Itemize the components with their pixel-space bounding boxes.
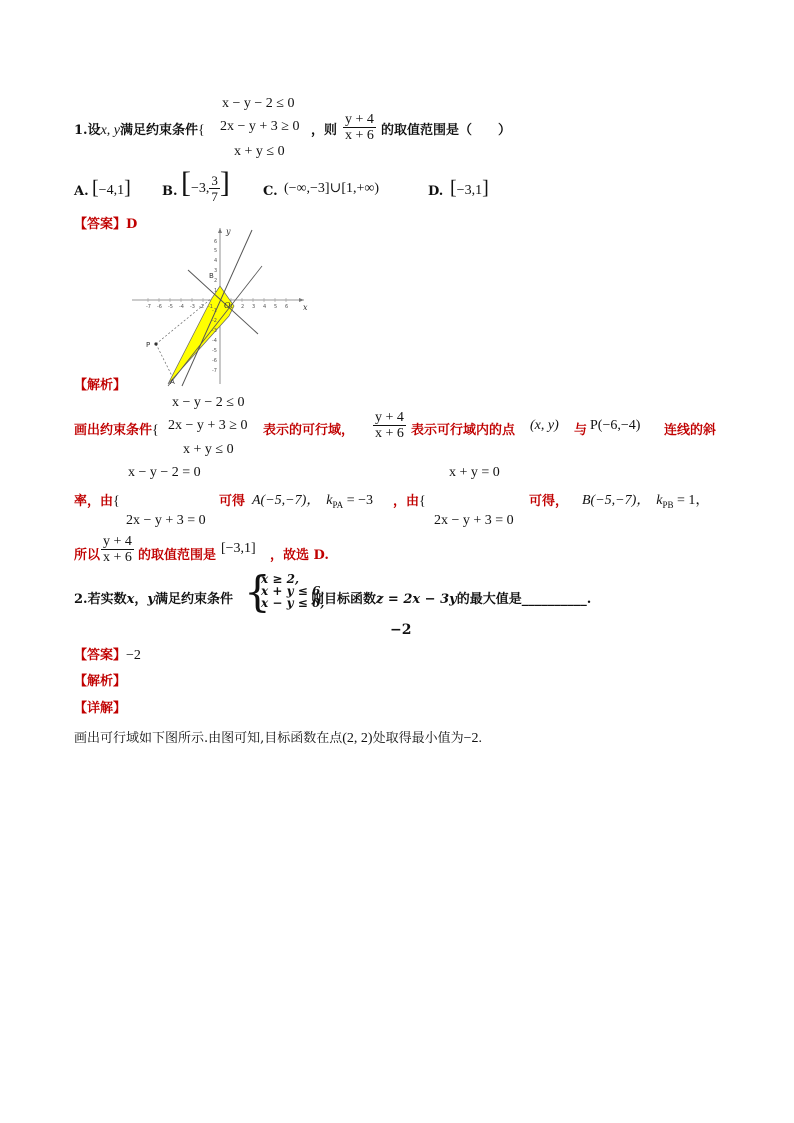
sol-line3-frac-num: y + 4 xyxy=(103,534,132,549)
q1-fraction xyxy=(343,112,376,143)
q1-option-b-num: 3 xyxy=(211,173,218,189)
q2-detail-mid: 处取得最小值为 xyxy=(372,731,464,746)
q2-constraint-1: x ≥ 2, xyxy=(261,572,300,586)
y-tick-label: 5 xyxy=(214,248,218,254)
q2-objective: z = 2x − 3y xyxy=(376,592,457,607)
sol-comma-you: ，由{ xyxy=(393,494,426,509)
q1-vars: x, y xyxy=(100,123,121,138)
y-tick-label: -7 xyxy=(212,368,217,374)
q2-answer-value: −2 xyxy=(126,648,141,663)
sol-frac-den: x + 6 xyxy=(375,426,404,441)
sol-line1-pre-text: 画出约束条件 xyxy=(74,423,153,438)
q2-stem xyxy=(74,588,233,607)
q1-text-ask: 的取值范围是（ ） xyxy=(381,123,512,138)
x-tick-label: 3 xyxy=(252,304,256,310)
q1-text-pre: 设 xyxy=(87,123,101,138)
sol-line2-pre-text: 率，由 xyxy=(74,494,114,509)
q2-brace: { xyxy=(244,567,271,616)
y-tick-label: 1 xyxy=(214,288,218,294)
q1-option-a: [−4,1] xyxy=(92,177,131,199)
sol-get2: 可得， xyxy=(529,494,569,509)
q2-end: . xyxy=(586,592,592,607)
q1-constraint-3: x + y ≤ 0 xyxy=(234,144,285,159)
q1-number: 1. xyxy=(74,123,88,138)
q2-detail-pre: 画出可行域如下图所示.由图可知,目标函数在点 xyxy=(74,731,343,746)
y-tick-label: -1 xyxy=(212,308,217,314)
q2-blank: __________ xyxy=(521,592,587,607)
x-tick-label: 1 xyxy=(230,304,234,310)
sol-line3-end: ，故选 D. xyxy=(270,548,329,563)
q1-answer xyxy=(74,213,137,232)
q1-option-d-letter: D. xyxy=(428,184,444,199)
sol-kpb-sub: PB xyxy=(662,499,674,510)
point-b-label: B xyxy=(209,272,214,280)
y-tick-label: 2 xyxy=(214,278,218,284)
y-axis-label: y xyxy=(226,227,231,236)
q2-analysis-label: 【解析】 xyxy=(74,674,127,689)
sys2-eq2: 2x − y + 3 = 0 xyxy=(434,513,514,528)
q1-text-then: ，则 xyxy=(311,123,338,138)
q1-feasible-region-graph xyxy=(132,226,312,388)
x-tick-label: -6 xyxy=(157,304,162,310)
point-p-label: P xyxy=(146,341,151,349)
q1-option-b-den: 7 xyxy=(211,189,218,205)
q1-constraint-2: 2x − y + 3 ≥ 0 xyxy=(220,119,300,134)
sol-constraint-3: x + y ≤ 0 xyxy=(183,442,234,457)
q2-detail xyxy=(74,727,482,747)
q2-center-answer: −2 xyxy=(390,622,412,638)
sys2-eq1: x + y = 0 xyxy=(449,465,500,480)
q1-constraint-1: x − y − 2 ≤ 0 xyxy=(222,96,295,111)
q1-option-b-pre: −3, xyxy=(191,180,210,196)
point-a-label: A xyxy=(170,378,175,386)
sys1-eq2: 2x − y + 3 = 0 xyxy=(126,513,206,528)
y-tick-label: -4 xyxy=(212,338,217,344)
sol-range: [−3,1] xyxy=(221,541,256,556)
sol-line3-pre: 所以 xyxy=(74,548,101,563)
sol-point: (x, y) xyxy=(530,418,559,433)
sol-line3-fraction xyxy=(101,534,134,565)
sol-point-b-text: B(−5,−7)， xyxy=(582,493,651,508)
y-tick-label: -3 xyxy=(212,328,217,334)
sol-kpb-val: = 1， xyxy=(673,493,710,508)
x-tick-label: 5 xyxy=(274,304,278,310)
x-tick-label: -1 xyxy=(208,304,213,310)
q1-option-b-letter: B. xyxy=(162,184,178,199)
sol-line1-pre: 画出约束条件{ xyxy=(74,423,159,438)
sol-line3-frac-den: x + 6 xyxy=(103,550,132,565)
y-tick-label: -6 xyxy=(212,358,217,364)
q1-text-mid: 满足约束条件 xyxy=(120,123,199,138)
x-axis-label: x xyxy=(303,303,308,312)
y-tick-label: -2 xyxy=(212,318,217,324)
sol-get: 可得 xyxy=(219,494,246,509)
x-tick-label: -3 xyxy=(190,304,195,310)
q1-option-b: [−3, $\frac{3}{7}$ ] xyxy=(181,166,230,205)
q2-text-obj: 则目标函数 xyxy=(311,592,377,607)
origin-label: O xyxy=(224,301,231,310)
sol-point-p: P(−6,−4) xyxy=(590,418,641,433)
q2-text-ask: 的最大值是 xyxy=(456,592,522,607)
q2-detail-label: 【详解】 xyxy=(74,701,127,716)
q1-analysis-label: 【解析】 xyxy=(74,378,127,393)
y-tick-label: 4 xyxy=(214,258,218,264)
x-tick-label: 4 xyxy=(263,304,267,310)
sol-comma-you-text: ，由 xyxy=(393,494,420,509)
x-tick-label: -4 xyxy=(179,304,184,310)
q1-option-d-value: −3,1 xyxy=(456,183,483,198)
sol-line1-mid2: 表示可行域内的点 xyxy=(411,423,516,438)
q1-option-a-letter: A. xyxy=(74,184,89,199)
x-tick-label: 2 xyxy=(241,304,245,310)
q2-answer xyxy=(74,644,141,664)
q1-stem: 1.设x, y满足约束条件{ xyxy=(74,123,205,138)
sol-constraint-2: 2x − y + 3 ≥ 0 xyxy=(168,418,248,433)
sol-fraction xyxy=(373,410,406,441)
sol-kpb: k xyxy=(656,493,663,508)
y-tick-label: 6 xyxy=(214,239,218,245)
sol-frac-num: y + 4 xyxy=(375,410,404,425)
sol-point-a-text: A(−5,−7)， xyxy=(252,493,321,508)
sys1-eq1: x − y − 2 = 0 xyxy=(128,465,201,480)
q2-stem-2 xyxy=(311,588,591,607)
sol-line1-end: 连线的斜 xyxy=(664,423,717,438)
sol-point-b xyxy=(582,489,709,510)
q2-constraint-2: x + y ≤ 6, xyxy=(261,584,325,598)
x-tick-label: -2 xyxy=(199,304,204,310)
sol-line2-pre: 率，由{ xyxy=(74,494,120,509)
q1-option-d: [−3,1] xyxy=(450,177,489,199)
q1-frac-num: y + 4 xyxy=(345,112,374,127)
y-tick-label: 3 xyxy=(214,268,218,274)
x-tick-label: -5 xyxy=(168,304,173,310)
q1-option-a-value: −4,1 xyxy=(98,183,125,198)
q2-text-pre: 若实数 xyxy=(87,592,127,607)
sol-point-a xyxy=(252,489,373,510)
x-tick-label: 6 xyxy=(285,304,289,310)
q2-constraint-3: x − y ≤ 0, xyxy=(261,596,325,610)
sol-kpa-val: = −3 xyxy=(343,493,373,508)
x-tick-label: -7 xyxy=(146,304,151,310)
q2-detail-value: −2. xyxy=(463,731,483,746)
sol-line3-mid: 的取值范围是 xyxy=(138,548,217,563)
sol-kpa: k xyxy=(326,493,333,508)
q2-number: 2. xyxy=(74,592,88,607)
q2-detail-point: (2, 2) xyxy=(342,731,373,746)
q1-option-c-value: (−∞,−3]∪[1,+∞) xyxy=(284,181,380,196)
sol-constraint-1: x − y − 2 ≤ 0 xyxy=(172,395,245,410)
sol-kpa-sub: PA xyxy=(332,499,344,510)
q2-var-x: x xyxy=(126,592,135,607)
y-tick-label: -5 xyxy=(212,348,217,354)
q2-var-y: y xyxy=(147,592,155,607)
q2-sep: ， xyxy=(134,592,148,607)
q1-answer-label: 【答案】 xyxy=(74,217,127,232)
q1-option-c-letter: C. xyxy=(263,184,278,199)
q1-answer-value: D xyxy=(126,217,138,232)
q2-text-mid: 满足约束条件 xyxy=(154,592,233,607)
q2-answer-label: 【答案】 xyxy=(74,648,127,663)
q1-frac-den: x + 6 xyxy=(345,128,374,143)
sol-line1-mid: 表示的可行域， xyxy=(263,423,355,438)
sol-with: 与 xyxy=(574,423,588,438)
